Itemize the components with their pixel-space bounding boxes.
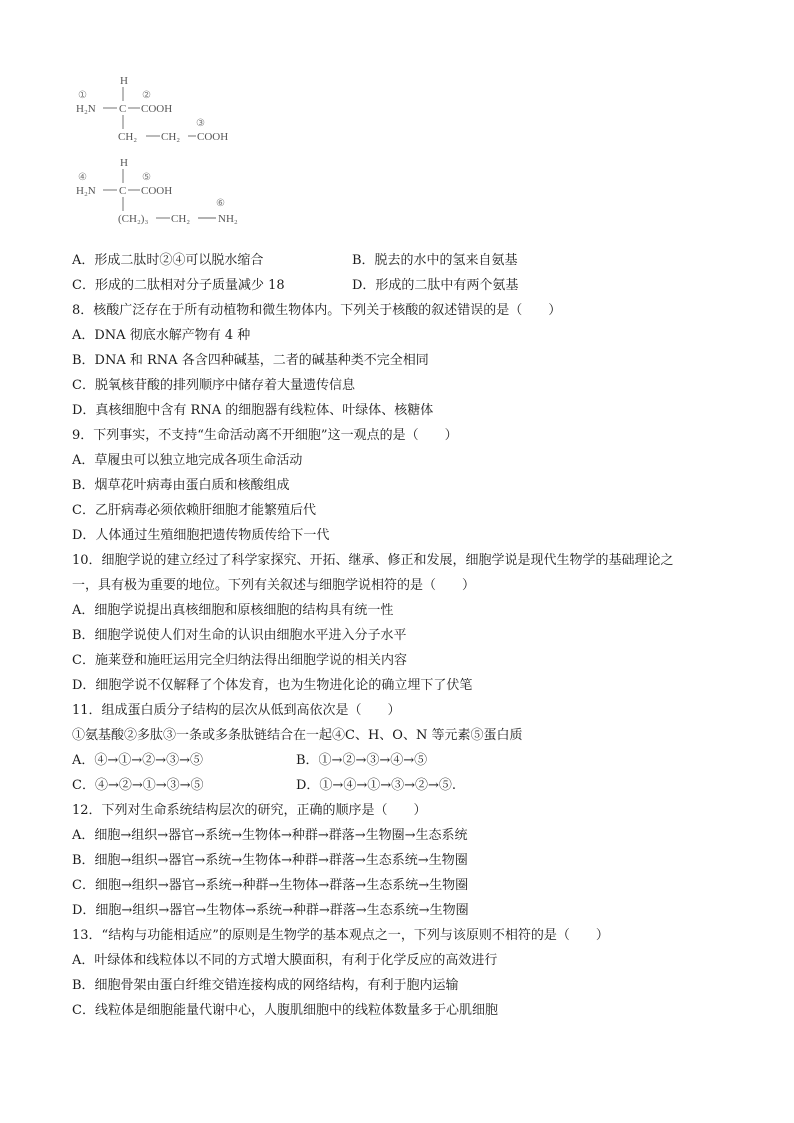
q11-option-d[interactable]: D．①→④→①→③→②→⑤. bbox=[296, 778, 457, 793]
mol2-c: C bbox=[119, 185, 127, 197]
mol2-nh2: NH₂ bbox=[218, 213, 238, 225]
q10-option-a[interactable]: A．细胞学说提出真核细胞和原核细胞的结构具有统一性 bbox=[72, 603, 394, 618]
q11-option-b[interactable]: B．①→②→③→④→⑤ bbox=[296, 753, 428, 768]
q8-option-a[interactable]: A．DNA 彻底水解产物有 4 种 bbox=[72, 328, 251, 343]
q11-stem: 11．组成蛋白质分子结构的层次从低到高依次是（ ） bbox=[72, 703, 401, 718]
q12-option-a[interactable]: A．细胞→组织→器官→系统→生物体→种群→群落→生物圈→生态系统 bbox=[72, 828, 468, 843]
mol2-h2n: H₂N bbox=[76, 185, 96, 197]
q10-stem-line-2: 一，具有极为重要的地位。下列有关叙述与细胞学说相符的是（ ） bbox=[72, 578, 476, 593]
label-6: ⑥ bbox=[216, 198, 225, 209]
q8-option-b[interactable]: B．DNA 和 RNA 各含四种碱基，二者的碱基种类不完全相同 bbox=[72, 353, 429, 368]
q8-option-d[interactable]: D．真核细胞中含有 RNA 的细胞器有线粒体、叶绿体、核糖体 bbox=[72, 403, 434, 418]
q11-option-a[interactable]: A．④→①→②→③→⑤ bbox=[72, 753, 203, 768]
mol1-ch2b: CH₂ bbox=[161, 131, 181, 143]
label-5: ⑤ bbox=[142, 172, 151, 183]
q10-option-c[interactable]: C．施莱登和施旺运用完全归纳法得出细胞学说的相关内容 bbox=[72, 653, 407, 668]
q12-stem: 12．下列对生命系统结构层次的研究，正确的顺序是（ ） bbox=[72, 803, 427, 818]
mol1-c: C bbox=[119, 103, 127, 115]
q8-stem: 8．核酸广泛存在于所有动植物和微生物体内。下列关于核酸的叙述错误的是（ ） bbox=[72, 303, 562, 318]
mol1-h: H bbox=[120, 75, 128, 87]
q10-option-b[interactable]: B．细胞学说使人们对生命的认识由细胞水平进入分子水平 bbox=[72, 628, 407, 643]
structural-formula-diagram bbox=[70, 68, 270, 228]
q7-option-b[interactable]: B．脱去的水中的氢来自氨基 bbox=[352, 253, 518, 268]
q13-option-a[interactable]: A．叶绿体和线粒体以不同的方式增大膜面积，有利于化学反应的高效进行 bbox=[72, 953, 498, 968]
mol2-chain: (CH₂)₃ bbox=[118, 213, 149, 225]
q8-option-c[interactable]: C．脱氧核苷酸的排列顺序中储存着大量遗传信息 bbox=[72, 378, 355, 393]
q10-stem-line-1: 10．细胞学说的建立经过了科学家探究、开拓、继承、修正和发展，细胞学说是现代生物学的基础理论之 bbox=[72, 553, 674, 568]
amino-acid-structures-figure bbox=[70, 68, 270, 228]
label-2: ② bbox=[142, 90, 151, 101]
q7-option-c[interactable]: C．形成的二肽相对分子质量减少 18 bbox=[72, 278, 285, 293]
mol2-h: H bbox=[120, 157, 128, 169]
q12-option-d[interactable]: D．细胞→组织→器官→生物体→系统→种群→群落→生态系统→生物圈 bbox=[72, 903, 469, 918]
mol2-ch2: CH₂ bbox=[171, 213, 191, 225]
q7-options-row-2 bbox=[72, 273, 740, 298]
q11-option-c[interactable]: C．④→②→①→③→⑤ bbox=[72, 778, 204, 793]
q9-option-d[interactable]: D．人体通过生殖细胞把遗传物质传给下一代 bbox=[72, 528, 330, 543]
q7-option-d[interactable]: D．形成的二肽中有两个氨基 bbox=[352, 278, 519, 293]
mol2-cooh: COOH bbox=[141, 185, 173, 197]
q12-option-c[interactable]: C．细胞→组织→器官→系统→种群→生物体→群落→生态系统→生物圈 bbox=[72, 878, 469, 893]
question-list bbox=[72, 248, 740, 1023]
q7-option-a[interactable]: A．形成二肽时②④可以脱水缩合 bbox=[72, 253, 264, 268]
q9-stem: 9．下列事实，不支持“生命活动离不开细胞”这一观点的是（ ） bbox=[72, 428, 458, 443]
q10-option-d[interactable]: D．细胞学说不仅解释了个体发育，也为生物进化论的确立埋下了伏笔 bbox=[72, 678, 473, 693]
label-1: ① bbox=[78, 90, 87, 101]
q9-option-b[interactable]: B．烟草花叶病毒由蛋白质和核酸组成 bbox=[72, 478, 290, 493]
q13-option-b[interactable]: B．细胞骨架由蛋白纤维交错连接构成的网络结构，有利于胞内运输 bbox=[72, 978, 459, 993]
label-3: ③ bbox=[196, 118, 205, 129]
mol1-cooh-b: COOH bbox=[197, 131, 229, 143]
mol1-h2n: H₂N bbox=[76, 103, 96, 115]
q7-options-row-1 bbox=[72, 248, 740, 273]
q9-option-a[interactable]: A．草履虫可以独立地完成各项生命活动 bbox=[72, 453, 303, 468]
q12-option-b[interactable]: B．细胞→组织→器官→系统→生物体→种群→群落→生态系统→生物圈 bbox=[72, 853, 468, 868]
q9-option-c[interactable]: C．乙肝病毒必须依赖肝细胞才能繁殖后代 bbox=[72, 503, 316, 518]
q13-stem: 13．“结构与功能相适应”的原则是生物学的基本观点之一，下列与该原则不相符的是（ ） bbox=[72, 928, 609, 943]
q11-options-row-1 bbox=[72, 748, 740, 773]
mol1-cooh-a: COOH bbox=[141, 103, 173, 115]
mol1-ch2a: CH₂ bbox=[118, 131, 138, 143]
q13-option-c[interactable]: C．线粒体是细胞能量代谢中心，人腹肌细胞中的线粒体数量多于心肌细胞 bbox=[72, 1003, 498, 1018]
q11-options-row-2 bbox=[72, 773, 740, 798]
label-4: ④ bbox=[78, 172, 87, 183]
q11-items: ①氨基酸②多肽③一条或多条肽链结合在一起④C、H、O、N 等元素⑤蛋白质 bbox=[72, 728, 523, 743]
